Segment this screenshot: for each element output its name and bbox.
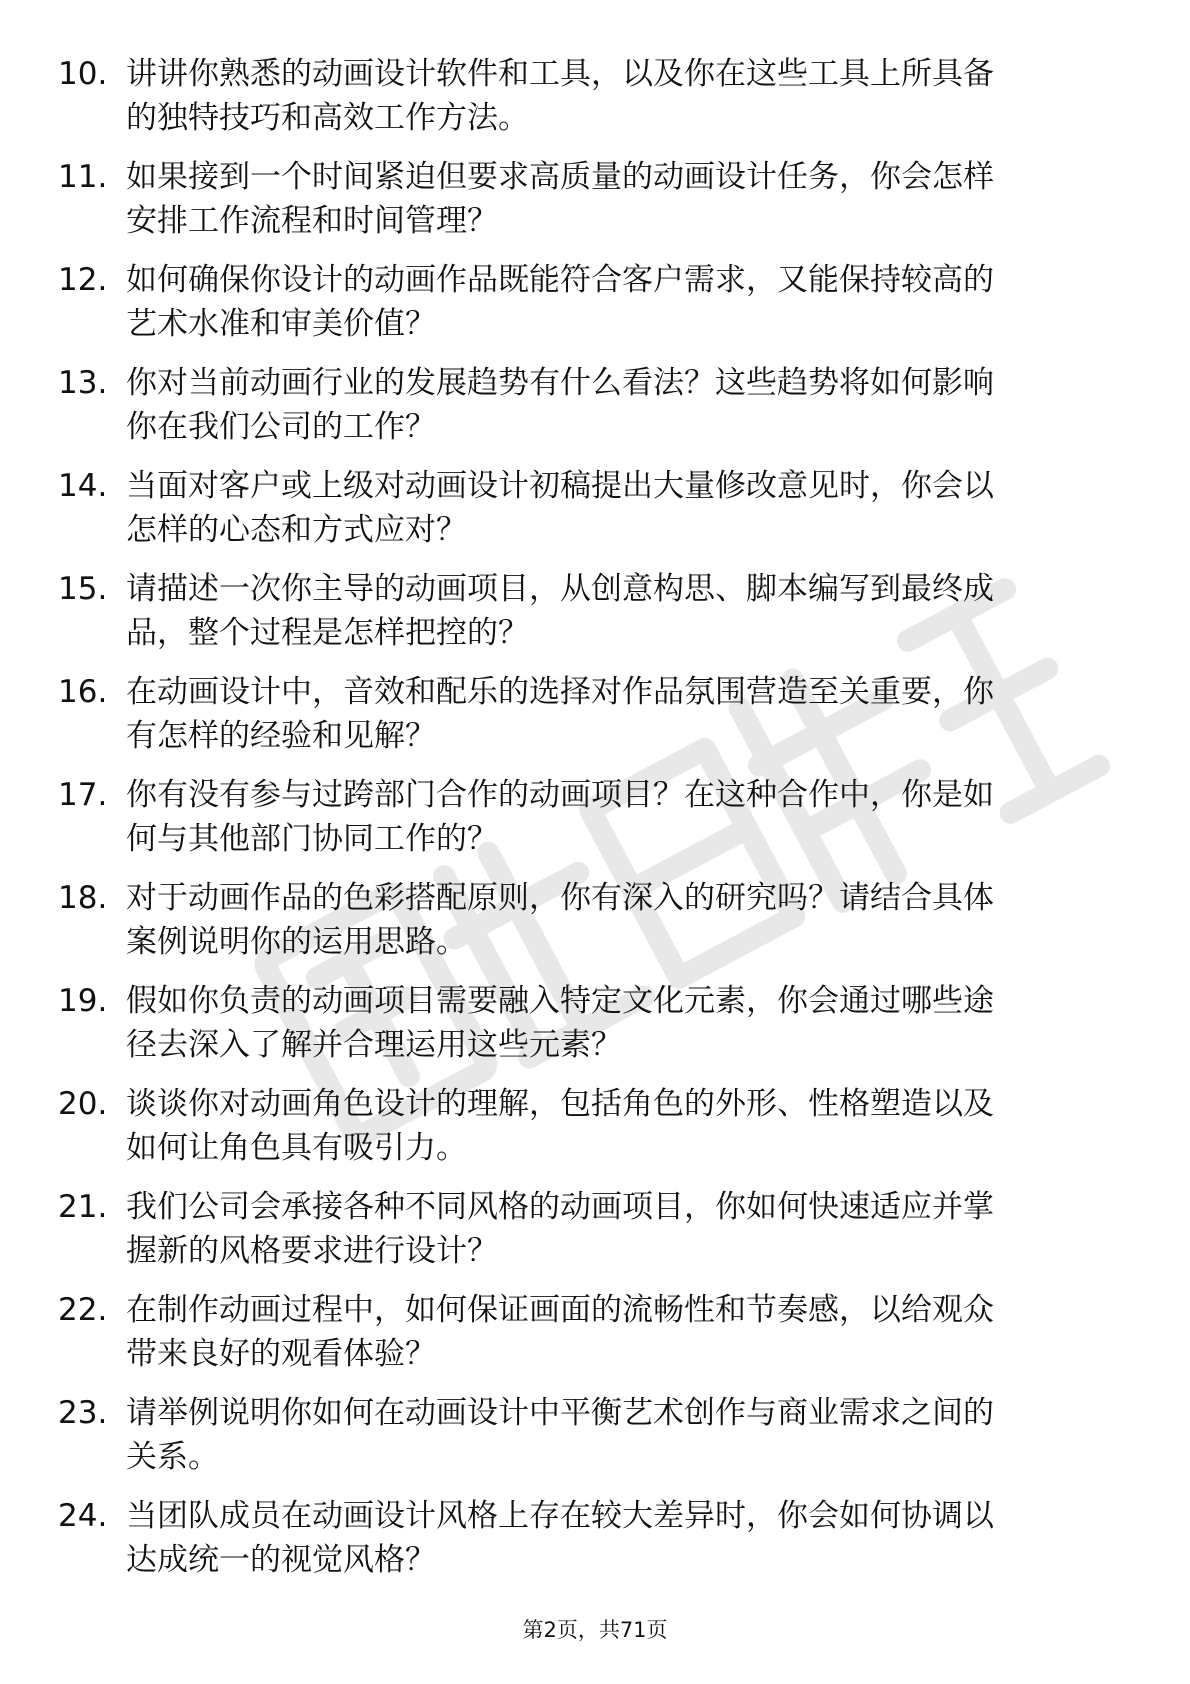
question-text-line: 艺术水准和审美价值？ bbox=[126, 306, 436, 342]
question-text bbox=[126, 258, 1126, 346]
question-text-line: 带来良好的观看体验？ bbox=[126, 1336, 436, 1372]
question-item bbox=[0, 258, 1190, 361]
question-text-line: 有怎样的经验和见解？ bbox=[126, 718, 436, 754]
question-text-line: 的独特技巧和高效工作方法。 bbox=[126, 100, 529, 136]
question-number: 23. bbox=[58, 1395, 108, 1431]
question-item bbox=[0, 361, 1190, 464]
question-text-line: 请描述一次你主导的动画项目，从创意构思、脚本编写到最终成 bbox=[126, 571, 994, 607]
question-text-line: 如何确保你设计的动画作品既能符合客户需求，又能保持较高的 bbox=[126, 262, 994, 298]
question-text bbox=[126, 567, 1126, 655]
question-item bbox=[0, 979, 1190, 1082]
question-text-line: 案例说明你的运用思路。 bbox=[126, 924, 467, 960]
question-number: 21. bbox=[58, 1189, 108, 1225]
question-text-line: 我们公司会承接各种不同风格的动画项目，你如何快速适应并掌 bbox=[126, 1189, 994, 1225]
question-list bbox=[0, 52, 1190, 1597]
question-text-line: 如何让角色具有吸引力。 bbox=[126, 1130, 467, 1166]
question-text-line: 在制作动画过程中，如何保证画面的流畅性和节奏感，以给观众 bbox=[126, 1292, 994, 1328]
page-footer: 第2页，共71页 bbox=[522, 1618, 668, 1642]
question-text-line: 你对当前动画行业的发展趋势有什么看法？这些趋势将如何影响 bbox=[126, 365, 994, 401]
question-item bbox=[0, 670, 1190, 773]
question-item bbox=[0, 876, 1190, 979]
question-number: 10. bbox=[58, 56, 108, 92]
question-text-line: 你有没有参与过跨部门合作的动画项目？在这种合作中，你是如 bbox=[126, 777, 994, 813]
question-text-line: 谈谈你对动画角色设计的理解，包括角色的外形、性格塑造以及 bbox=[126, 1086, 994, 1122]
question-number: 17. bbox=[58, 777, 108, 813]
question-item bbox=[0, 1185, 1190, 1288]
question-number: 18. bbox=[58, 880, 108, 916]
question-number: 20. bbox=[58, 1086, 108, 1122]
question-text-line: 当面对客户或上级对动画设计初稿提出大量修改意见时，你会以 bbox=[126, 468, 994, 504]
question-text-line: 假如你负责的动画项目需要融入特定文化元素，你会通过哪些途 bbox=[126, 983, 994, 1019]
question-text bbox=[126, 876, 1126, 964]
question-text-line: 握新的风格要求进行设计？ bbox=[126, 1233, 498, 1269]
question-text bbox=[126, 979, 1126, 1067]
question-number: 15. bbox=[58, 571, 108, 607]
question-number: 12. bbox=[58, 262, 108, 298]
question-text-line: 讲讲你熟悉的动画设计软件和工具，以及你在这些工具上所具备 bbox=[126, 56, 994, 92]
question-text-line: 你在我们公司的工作？ bbox=[126, 409, 436, 445]
question-text-line: 关系。 bbox=[126, 1439, 219, 1475]
question-number: 16. bbox=[58, 674, 108, 710]
question-text-line: 对于动画作品的色彩搭配原则，你有深入的研究吗？请结合具体 bbox=[126, 880, 994, 916]
question-item bbox=[0, 1082, 1190, 1185]
question-text-line: 如果接到一个时间紧迫但要求高质量的动画设计任务，你会怎样 bbox=[126, 159, 994, 195]
question-text bbox=[126, 155, 1126, 243]
question-text bbox=[126, 1082, 1126, 1170]
question-number: 13. bbox=[58, 365, 108, 401]
question-item bbox=[0, 567, 1190, 670]
question-text bbox=[126, 361, 1126, 449]
question-text bbox=[126, 1288, 1126, 1376]
question-text bbox=[126, 1185, 1126, 1273]
question-text-line: 在动画设计中，音效和配乐的选择对作品氛围营造至关重要，你 bbox=[126, 674, 994, 710]
question-number: 22. bbox=[58, 1292, 108, 1328]
question-item bbox=[0, 773, 1190, 876]
question-number: 14. bbox=[58, 468, 108, 504]
question-text-line: 请举例说明你如何在动画设计中平衡艺术创作与商业需求之间的 bbox=[126, 1395, 994, 1431]
question-text-line: 当团队成员在动画设计风格上存在较大差异时，你会如何协调以 bbox=[126, 1498, 994, 1534]
question-text bbox=[126, 670, 1126, 758]
question-item bbox=[0, 1288, 1190, 1391]
question-text-line: 品，整个过程是怎样把控的？ bbox=[126, 615, 529, 651]
question-item bbox=[0, 464, 1190, 567]
question-text-line: 径去深入了解并合理运用这些元素？ bbox=[126, 1027, 622, 1063]
question-text-line: 安排工作流程和时间管理？ bbox=[126, 203, 498, 239]
question-number: 19. bbox=[58, 983, 108, 1019]
question-text bbox=[126, 1391, 1126, 1479]
question-text bbox=[126, 464, 1126, 552]
question-text bbox=[126, 1494, 1126, 1582]
question-number: 24. bbox=[58, 1498, 108, 1534]
question-text-line: 何与其他部门协同工作的？ bbox=[126, 821, 498, 857]
question-number: 11. bbox=[58, 159, 108, 195]
question-item bbox=[0, 1391, 1190, 1494]
question-item bbox=[0, 155, 1190, 258]
question-text-line: 达成统一的视觉风格？ bbox=[126, 1542, 436, 1578]
question-item bbox=[0, 52, 1190, 155]
question-item bbox=[0, 1494, 1190, 1597]
question-text bbox=[126, 52, 1126, 140]
question-text bbox=[126, 773, 1126, 861]
question-text-line: 怎样的心态和方式应对？ bbox=[126, 512, 467, 548]
